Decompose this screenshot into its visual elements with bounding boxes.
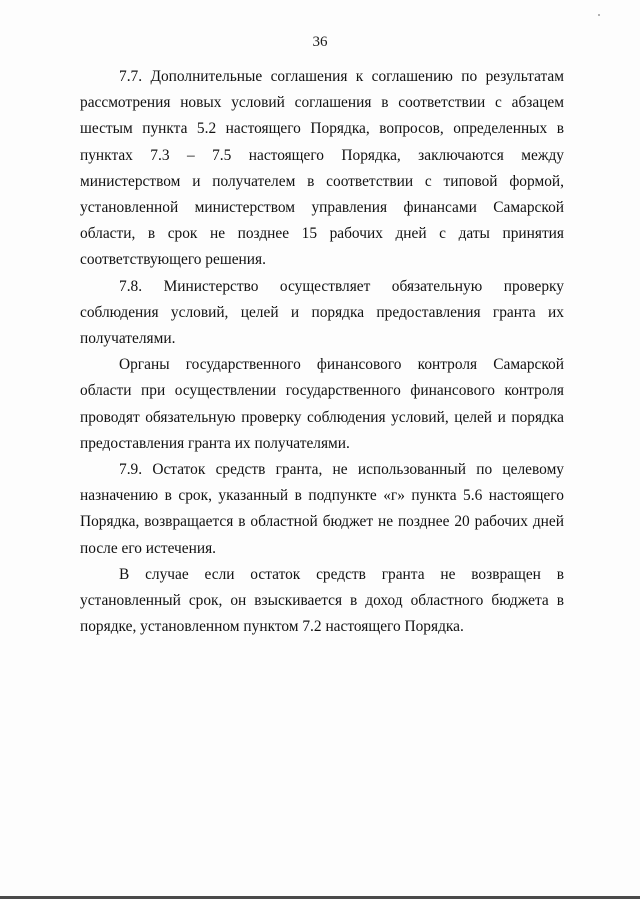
paragraph-financial-control: Органы государственного финансового контроля Самарской области при осуществлении государственного финансового контроля проводят обязательную проверку соблюдения условий, целей и порядка предоставления гранта их получателями.: [80, 356, 564, 452]
page-number: 36: [312, 34, 328, 50]
paragraph-grant-recovery: В случае если остаток средств гранта не возвращен в установленный срок, он взыскивается в доход областного бюджета в порядке, установленном пунктом 7.2 настоящего Порядка.: [80, 565, 564, 636]
paragraph-7-7: 7.7. Дополнительные соглашения к соглашению по результатам рассмотрения новых условий соглашения в соответствии с абзацем шестым пункта 5.2 настоящего Порядка, вопросов, определенных в пунктах 7.3 – 7.5 настоящего Порядка, заключаются между министерством и получателем в соответствии с типовой формой, установленной министерством управления финансами Самарской области, в срок не позднее 15 рабочих дней с даты принятия соответствующего решения.: [80, 68, 564, 269]
paragraph-7-9: 7.9. Остаток средств гранта, не использованный по целевому назначению в срок, указанный в подпункте «г» пункта 5.6 настоящего Порядка, возвращается в областной бюджет не позднее 20 рабочих дней после его истечения.: [80, 461, 564, 557]
scan-speck: [598, 14, 600, 16]
document-body: [80, 64, 564, 640]
paragraph-7-8: 7.8. Министерство осуществляет обязательную проверку соблюдения условий, целей и порядка предоставления гранта их получателями.: [80, 277, 564, 348]
